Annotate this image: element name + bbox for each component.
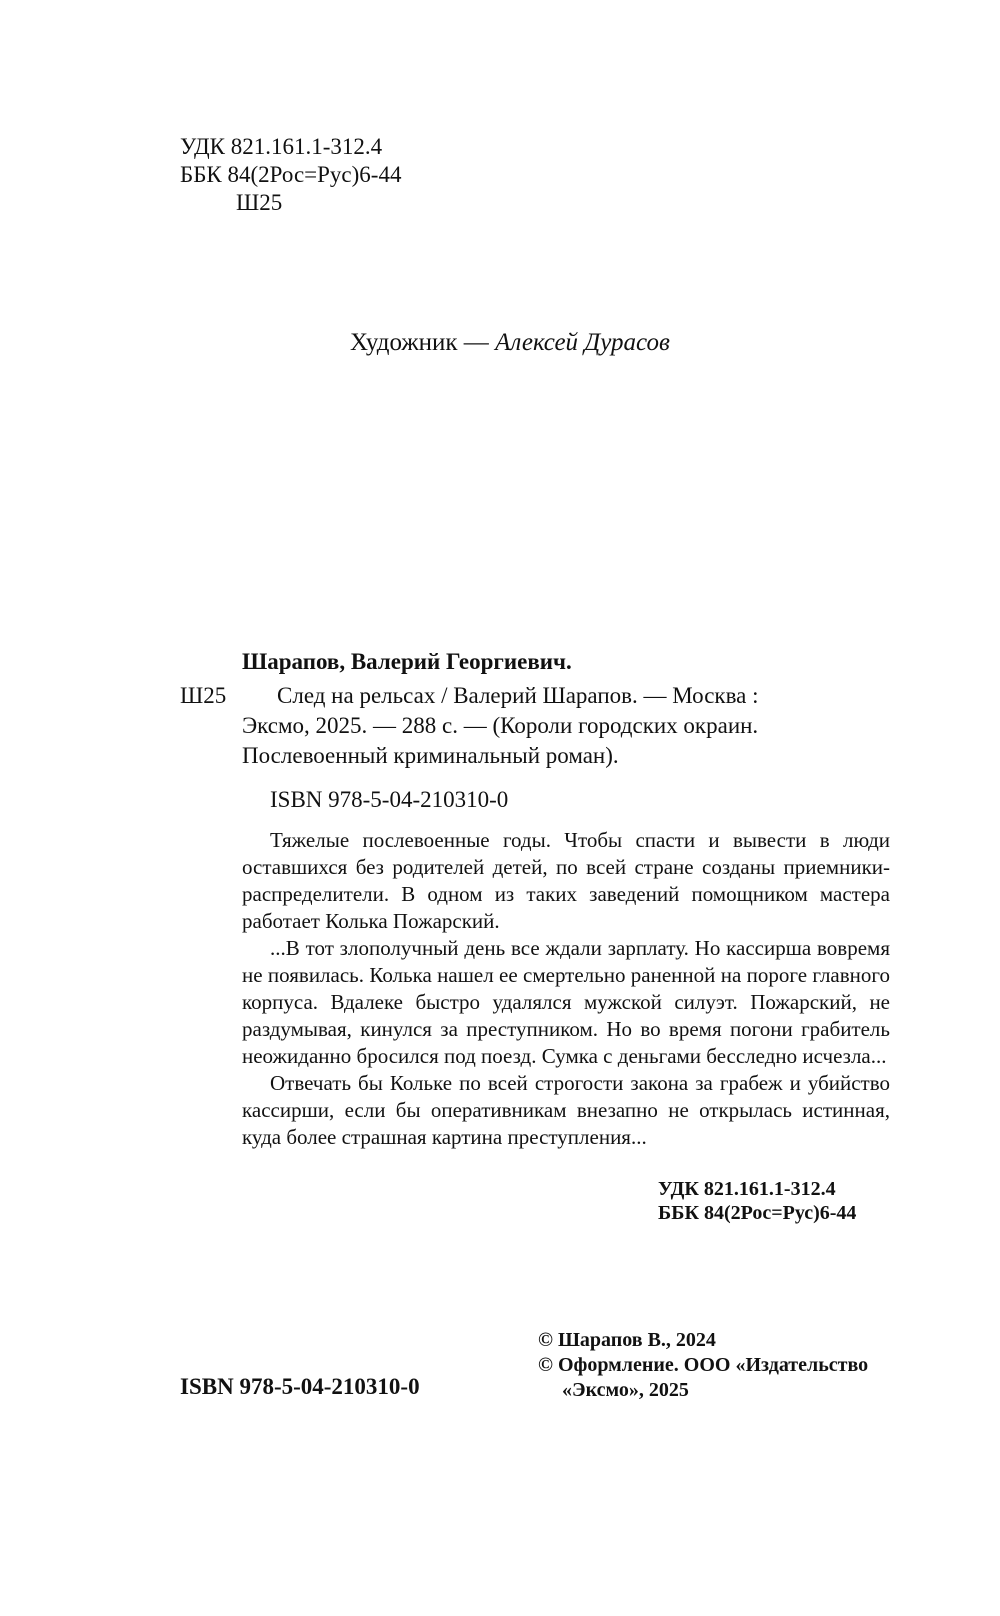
artist-credit xyxy=(350,327,670,359)
card-title-first: След на рельсах / Валерий Шарапов. — Москва : xyxy=(277,683,759,708)
annotation-paragraph-2: ...В тот злополучный день все ждали зарплату. Но кассирша вовремя не появилась. Колька нашел ее смертельно раненной на пороге главного корпуса. Вдалеке быстро удалялся мужской силуэт. Пожарский, не раздумывая, кинулся за преступником. Но во время погони грабитель неожиданно бросился под поезд. Сумка с деньгами бесследно исчезла... xyxy=(242,936,890,1068)
classification-bbk: ББК 84(2Рос=Рус)6-44 xyxy=(658,1202,857,1224)
udk-code: УДК 821.161.1-312.4 xyxy=(180,134,383,159)
copyright-block xyxy=(538,1328,868,1403)
udk-header xyxy=(180,133,401,217)
card-isbn: ISBN 978-5-04-210310-0 xyxy=(270,787,509,812)
classification-block xyxy=(658,1177,856,1225)
catalog-card xyxy=(180,647,890,1151)
card-title-rest-2: Послевоенный криминальный роман). xyxy=(242,743,619,768)
card-title-line xyxy=(180,681,890,711)
annotation-paragraph-3: Отвечать бы Кольке по всей строгости закона за грабеж и убийство кассирши, если бы оперативникам внезапно не открылась истинная, куда более страшная картина преступления... xyxy=(242,1071,890,1149)
author-sign: Ш25 xyxy=(236,190,283,215)
isbn-bottom: ISBN 978-5-04-210310-0 xyxy=(180,1374,420,1399)
card-author: Шарапов, Валерий Георгиевич. xyxy=(242,649,572,674)
artist-label: Художник — xyxy=(350,329,496,356)
classification-udk: УДК 821.161.1-312.4 xyxy=(658,1178,836,1200)
annotation-paragraph-1: Тяжелые послевоенные годы. Чтобы спасти и вывести в люди оставшихся без родителей детей, по всей стране созданы приемники-распределители. В одном из таких заведений помощником мастера работает Колька Пожарский. xyxy=(242,828,890,933)
artist-name: Алексей Дурасов xyxy=(495,329,670,356)
card-title-rest-1: Эксмо, 2025. — 288 с. — (Короли городских окраин. xyxy=(242,713,759,738)
bbk-code: ББК 84(2Рос=Рус)6-44 xyxy=(180,162,402,187)
annotation xyxy=(180,827,890,1151)
copyright-line-2: © Оформление. ООО «Издательство xyxy=(538,1354,869,1376)
copyright-line-3: «Эксмо», 2025 xyxy=(562,1379,689,1401)
copyright-line-1: © Шарапов В., 2024 xyxy=(538,1329,716,1351)
card-sign: Ш25 xyxy=(180,683,227,708)
